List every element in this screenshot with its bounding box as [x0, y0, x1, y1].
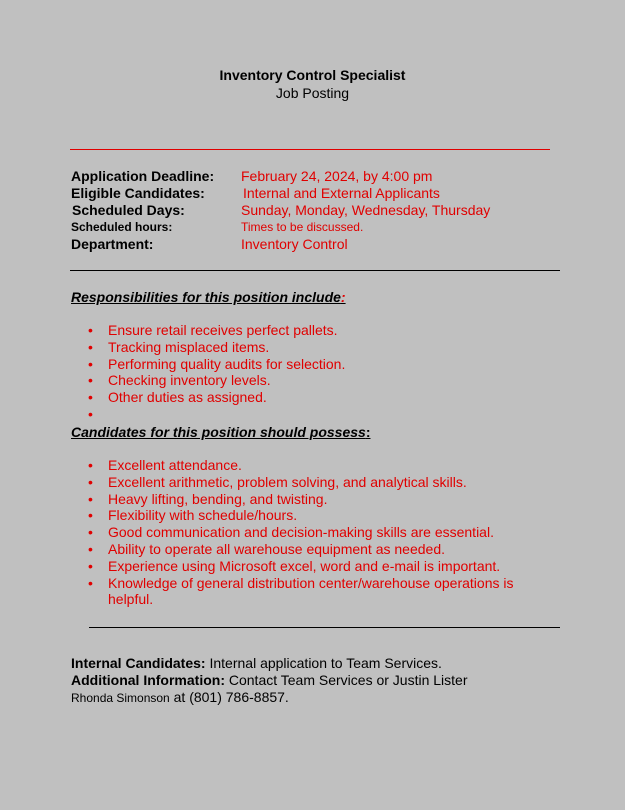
qualifications-heading-text: Candidates for this position should possess [71, 424, 366, 440]
internal-candidates-value: Internal application to Team Services. [205, 655, 442, 671]
bullet-icon: • [88, 574, 93, 591]
header-divider [70, 149, 550, 150]
qualifications-list [88, 457, 548, 608]
department-label: Department: [71, 236, 154, 252]
bullet-icon: • [88, 338, 93, 355]
additional-info-line [71, 672, 468, 689]
list-item-text: Heavy lifting, bending, and twisting. [108, 490, 328, 507]
list-item-text: Excellent attendance. [108, 457, 242, 473]
qualifications-divider [89, 627, 560, 628]
additional-info-label: Additional Information: [71, 672, 225, 688]
page-title: Inventory Control Specialist [219, 67, 406, 83]
responsibilities-list [88, 322, 548, 422]
responsibilities-heading-colon: : [340, 289, 346, 305]
list-item [88, 339, 548, 356]
list-item [88, 372, 548, 389]
bullet-icon: • [88, 457, 93, 473]
list-item-text: Good communication and decision-making skills are essential. [108, 524, 494, 541]
internal-candidates-line [71, 655, 442, 672]
list-item [88, 558, 548, 575]
list-item-text: Checking inventory levels. [108, 372, 271, 389]
list-item-text: Ensure retail receives perfect pallets. [108, 322, 338, 338]
hours-value: Times to be discussed. [241, 220, 364, 234]
contact-name: Rhonda Simonson [71, 691, 170, 705]
list-item-text: Knowledge of general distribution center/warehouse operations is helpful. [108, 574, 514, 608]
details-divider [70, 270, 560, 271]
hours-label: Scheduled hours: [71, 220, 173, 234]
contact-phone: at (801) 786-8857. [169, 689, 289, 705]
bullet-icon: • [88, 557, 93, 574]
deadline-label: Application Deadline: [71, 168, 215, 184]
bullet-icon: • [88, 540, 93, 557]
list-item-text: Flexibility with schedule/hours. [108, 507, 298, 524]
qualifications-heading-colon: : [365, 424, 371, 440]
list-item [88, 507, 548, 524]
qualifications-heading [71, 424, 371, 440]
bullet-icon: • [88, 372, 93, 389]
list-item-text: Other duties as assigned. [108, 389, 267, 406]
responsibilities-heading [71, 289, 346, 305]
list-item-text: Ability to operate all warehouse equipment as needed. [108, 540, 445, 557]
page-subtitle: Job Posting [275, 85, 350, 101]
bullet-icon: • [88, 322, 93, 338]
bullet-icon: • [88, 389, 93, 406]
bullet-icon: • [88, 405, 93, 422]
days-label: Scheduled Days: [72, 202, 185, 218]
bullet-icon: • [88, 355, 93, 372]
list-item [88, 541, 548, 558]
bullet-icon: • [88, 507, 93, 524]
days-value: Sunday, Monday, Wednesday, Thursday [241, 202, 491, 218]
list-item-text: Experience using Microsoft excel, word and e-mail is important. [108, 557, 501, 574]
list-item-text: Performing quality audits for selection. [108, 355, 346, 372]
department-value: Inventory Control [241, 236, 348, 252]
list-item-text: Excellent arithmetic, problem solving, and analytical skills. [108, 473, 467, 490]
list-item [88, 389, 548, 406]
list-item [88, 575, 548, 609]
list-item [88, 322, 548, 339]
list-item [88, 356, 548, 373]
additional-info-value: Contact Team Services or Justin Lister [224, 672, 468, 688]
contact-line [71, 689, 289, 707]
bullet-icon: • [88, 524, 93, 541]
list-item [88, 474, 548, 491]
eligible-value: Internal and External Applicants [243, 185, 440, 201]
deadline-value: February 24, 2024, by 4:00 pm [241, 168, 433, 184]
bullet-icon: • [88, 473, 93, 490]
list-item [88, 491, 548, 508]
responsibilities-heading-text: Responsibilities for this position include [71, 289, 341, 305]
bullet-icon: • [88, 490, 93, 507]
internal-candidates-label: Internal Candidates: [71, 655, 206, 671]
list-item-text: Tracking misplaced items. [108, 338, 270, 355]
list-item [88, 524, 548, 541]
list-item [88, 457, 548, 474]
eligible-label: Eligible Candidates: [71, 185, 205, 201]
